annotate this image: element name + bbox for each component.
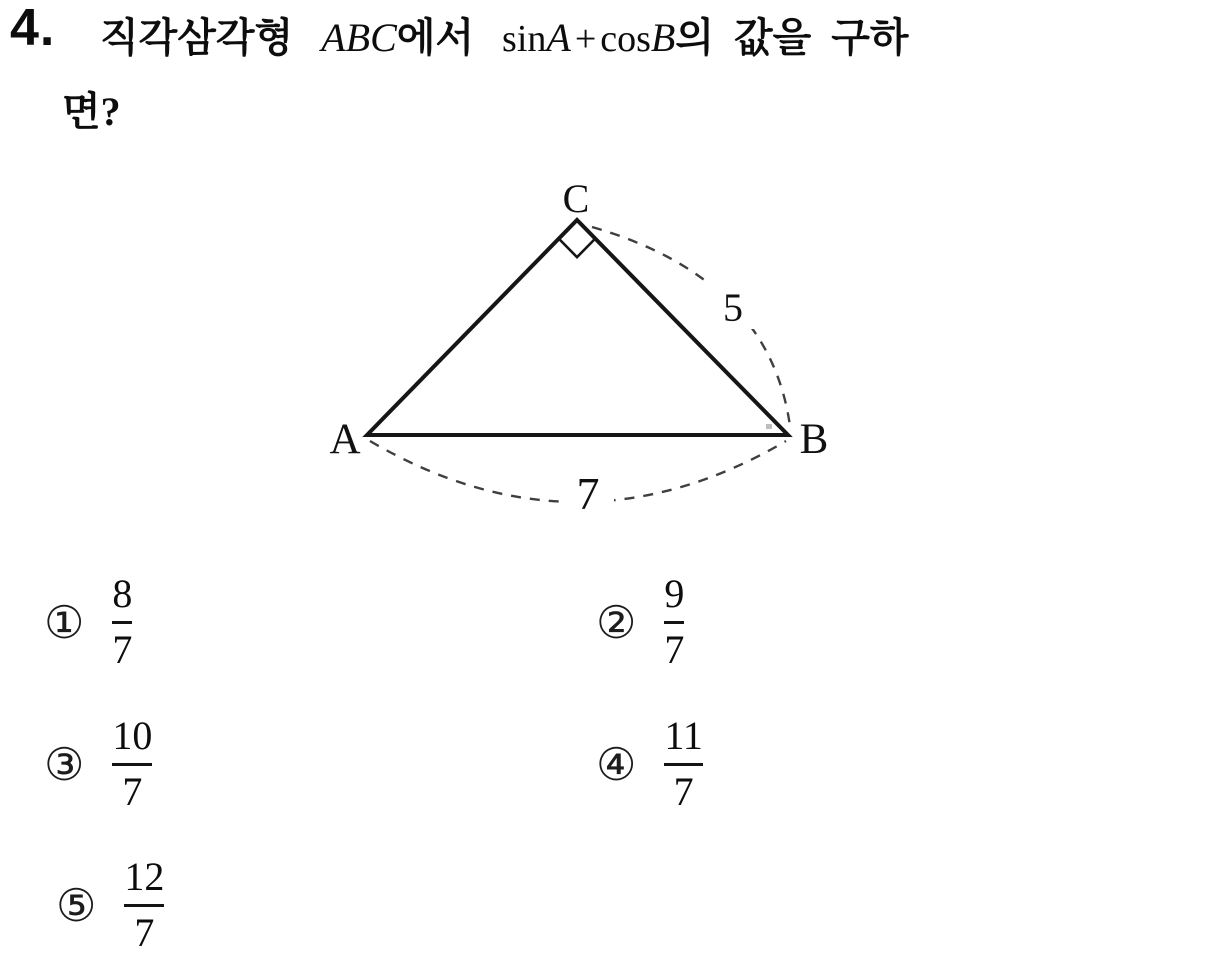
choice-2-denominator: 7 — [664, 626, 685, 672]
scan-artifact-speck — [766, 424, 772, 429]
fraction-bar — [112, 763, 152, 766]
choice-1[interactable] — [44, 571, 138, 672]
math-angle-a: A — [546, 15, 571, 60]
choice-4[interactable] — [596, 713, 709, 814]
fraction-bar — [112, 621, 132, 624]
side-length-ab: 7 — [576, 468, 600, 519]
choice-3-denominator: 7 — [122, 768, 143, 814]
choice-5-fraction — [118, 854, 170, 955]
choice-4-numerator: 11 — [664, 713, 703, 758]
choice-3-fraction — [106, 713, 158, 814]
choice-4-fraction — [658, 713, 709, 814]
choice-1-denominator: 7 — [112, 626, 133, 672]
choice-2[interactable] — [596, 571, 690, 672]
choice-2-marker[interactable]: ② — [596, 595, 637, 649]
vertex-label-a: A — [329, 416, 361, 463]
vertex-label-c: C — [562, 176, 590, 221]
choice-5[interactable] — [56, 854, 170, 955]
choice-2-fraction — [658, 571, 690, 672]
fraction-bar — [124, 904, 164, 907]
math-sin: sin — [502, 18, 547, 60]
math-cos: cos — [600, 18, 651, 60]
choice-1-numerator: 8 — [112, 571, 133, 616]
choice-4-marker[interactable]: ④ — [596, 737, 637, 791]
arc-side-cb — [592, 227, 790, 426]
choice-1-fraction — [106, 571, 138, 672]
choice-3[interactable] — [44, 713, 158, 814]
korean-text-prefix: 직각삼각형 — [100, 15, 294, 60]
side-length-cb: 5 — [723, 285, 743, 330]
choice-3-numerator: 10 — [112, 713, 153, 758]
vertex-label-b: B — [799, 416, 829, 463]
korean-text-suffix: 의 값을 구하 — [675, 15, 909, 60]
choice-5-marker[interactable]: ⑤ — [56, 878, 97, 932]
question-number: 4. — [10, 0, 56, 57]
question-text-line2: 면? — [62, 89, 121, 134]
korean-text-eseo: 에서 — [396, 15, 475, 60]
math-angle-b: B — [650, 15, 676, 60]
choice-3-marker[interactable]: ③ — [44, 737, 85, 791]
choice-1-marker[interactable]: ① — [44, 595, 85, 649]
choice-5-numerator: 12 — [124, 854, 165, 899]
choice-2-numerator: 9 — [664, 571, 685, 616]
fraction-bar — [664, 621, 684, 624]
choice-5-denominator: 7 — [134, 909, 155, 955]
choice-4-denominator: 7 — [673, 768, 694, 814]
right-angle-marker — [559, 239, 595, 258]
math-plus-sign: + — [574, 18, 597, 60]
math-triangle-name: ABC — [321, 15, 397, 60]
fraction-bar — [664, 763, 703, 766]
